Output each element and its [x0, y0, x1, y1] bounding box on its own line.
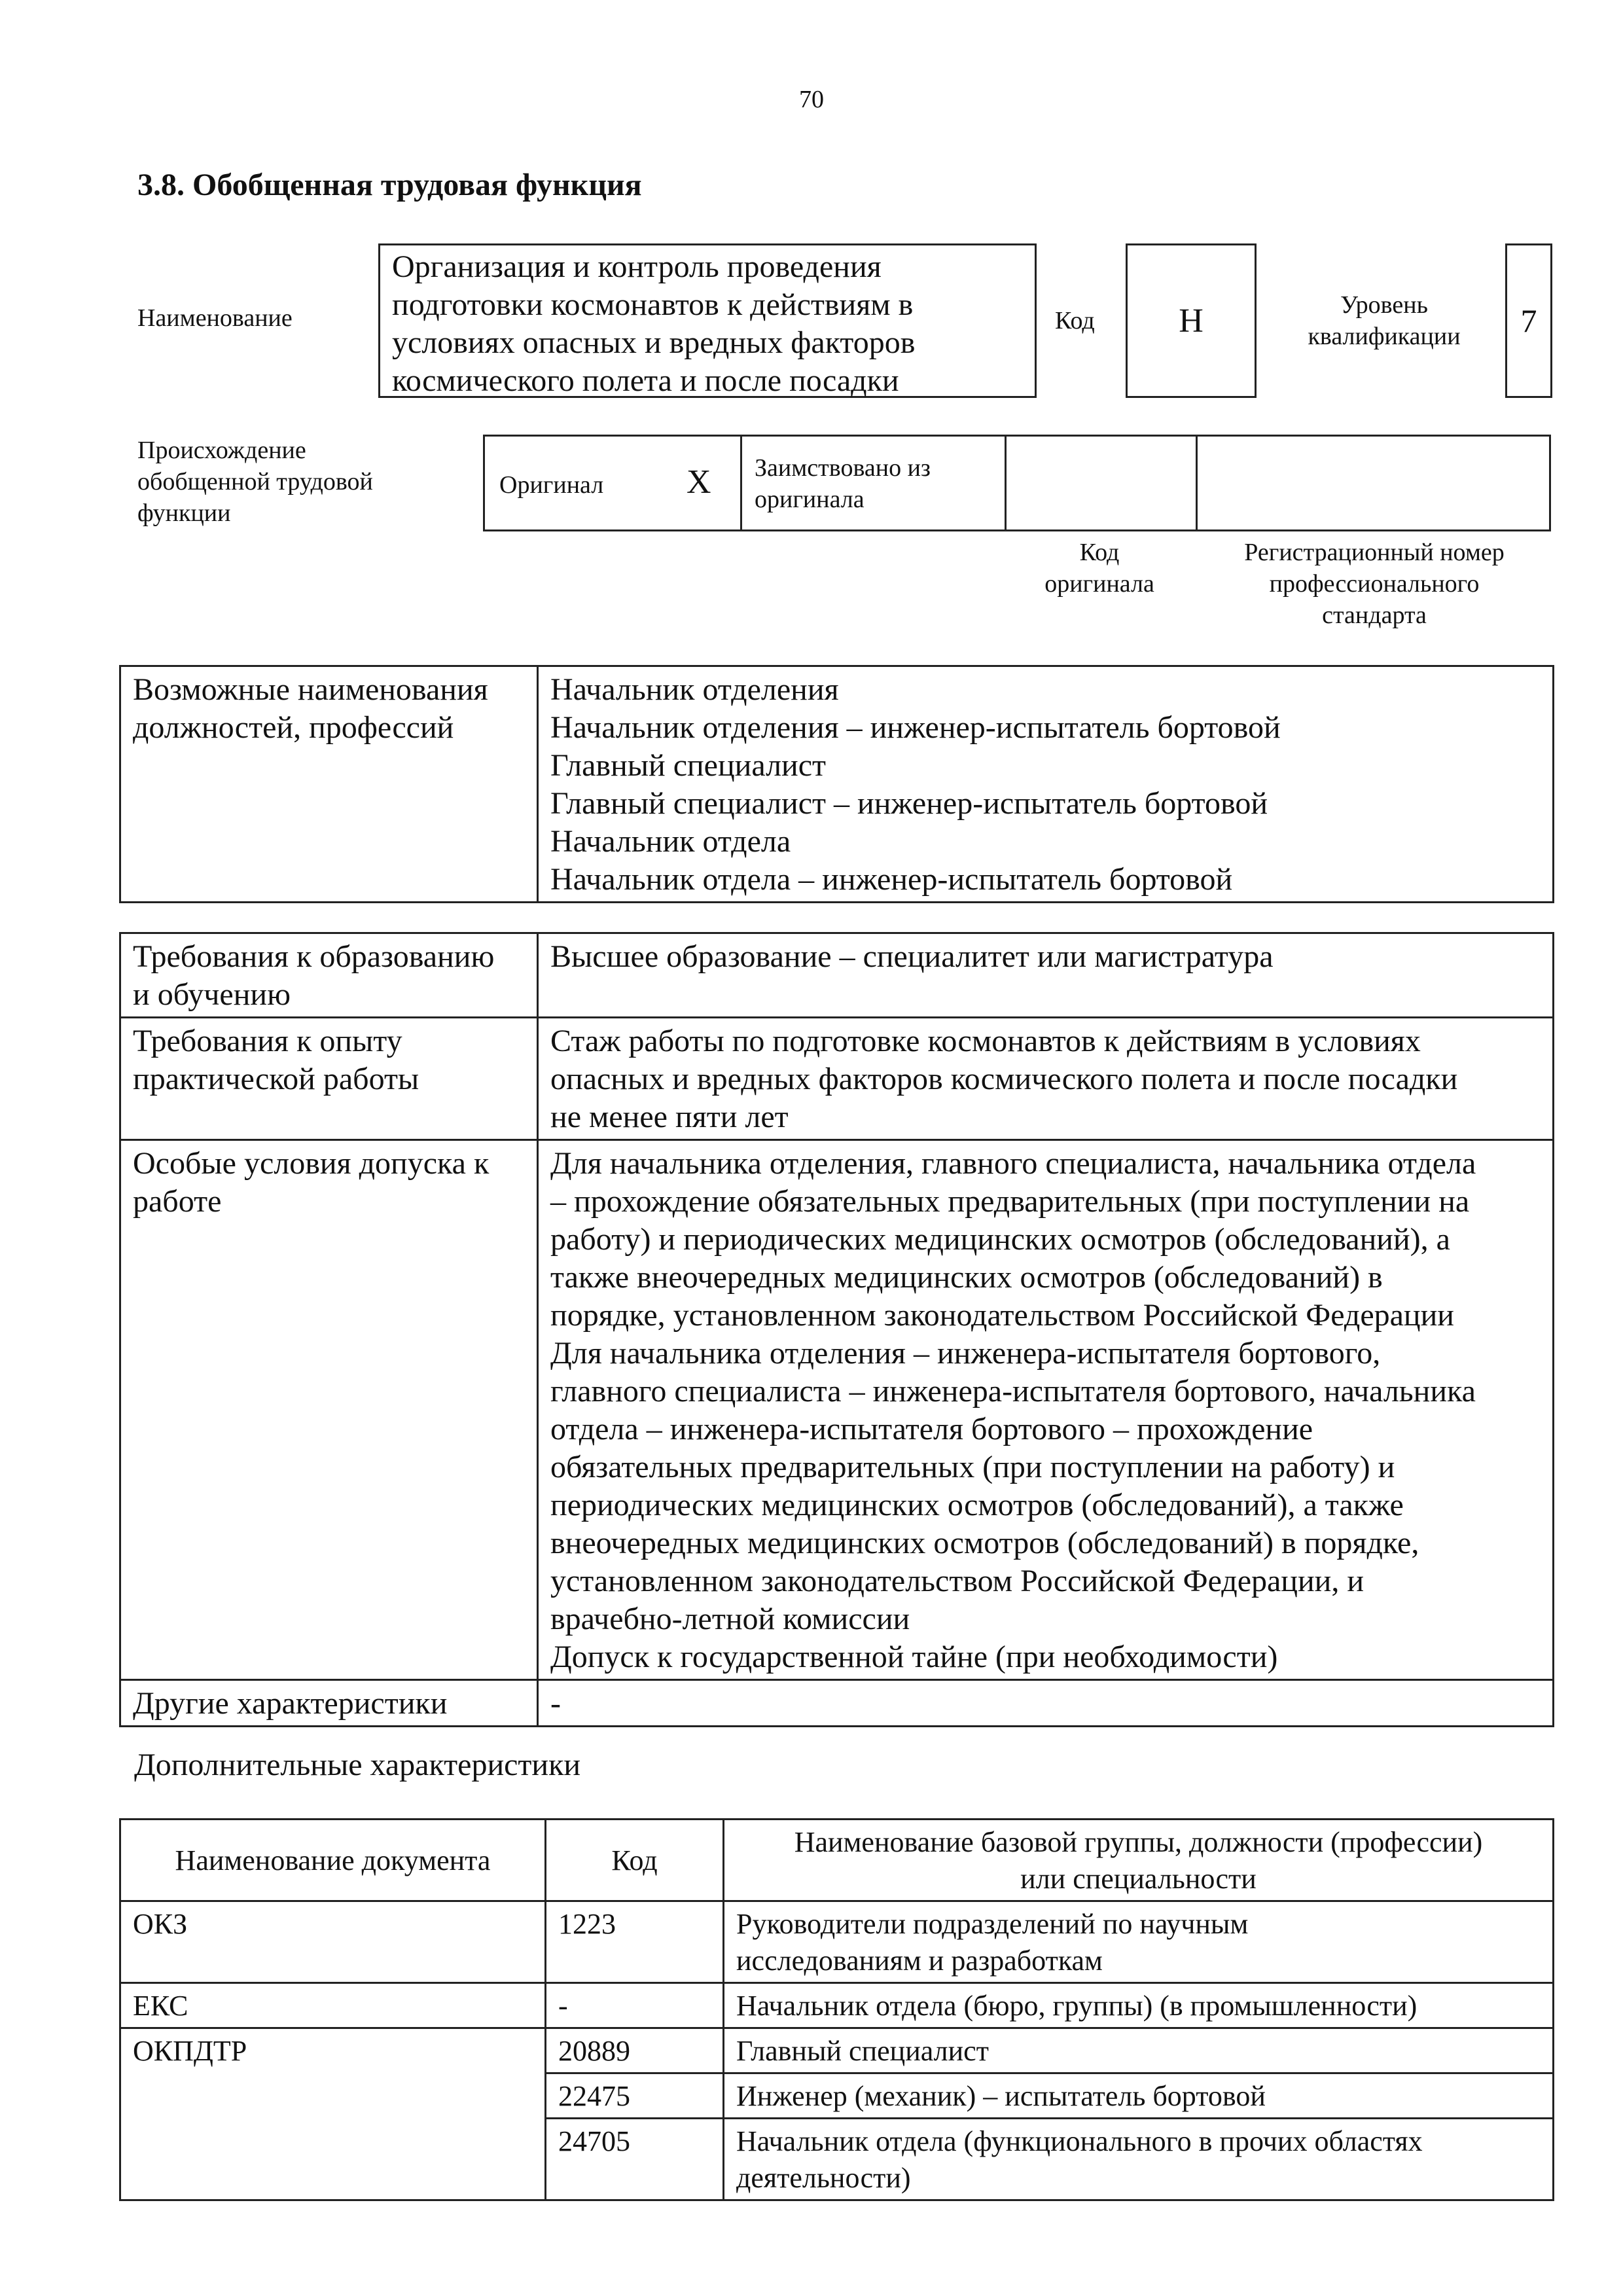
requirement-value-line: – прохождение обязательных предварительных (при поступлении на — [550, 1184, 1470, 1219]
requirement-value-line: установленном законодательством Российской Федерации, и — [550, 1564, 1364, 1598]
original-label: Оригинал — [499, 471, 604, 499]
position-item: Начальник отделения – инженер-испытатель бортовой — [550, 710, 1281, 745]
requirement-value-line: не менее пяти лет — [550, 1100, 789, 1134]
row-code: 24705 — [546, 2119, 724, 2200]
level-label-line: Уровень — [1340, 291, 1428, 319]
origin-label-line: обобщенной трудовой — [137, 468, 373, 495]
requirement-value-line: порядке, установленном законодательством Российской Федерации — [550, 1298, 1454, 1333]
row-name — [724, 2119, 1554, 2200]
row-code: 20889 — [546, 2028, 724, 2073]
requirement-value-line: отдела – инженера-испытателя бортового – прохождение — [550, 1412, 1313, 1446]
requirement-label-line: Другие характеристики — [133, 1686, 448, 1721]
registration-number-caption — [1198, 537, 1551, 631]
requirement-label-line: практической работы — [133, 1062, 419, 1096]
code-value: H — [1179, 302, 1204, 340]
requirement-value-line: Для начальника отделения – инженера-испытателя бортового, — [550, 1336, 1381, 1371]
row-name-line: Руководители подразделений по научным — [736, 1908, 1249, 1940]
position-item: Главный специалист — [550, 748, 827, 783]
education-value — [538, 933, 1554, 1018]
code-value-box — [1126, 243, 1257, 398]
special-conditions-label — [120, 1140, 538, 1680]
requirement-value-line: внеочередных медицинских осмотров (обследований) в порядке, — [550, 1526, 1419, 1560]
caption-line: Код — [1079, 539, 1120, 566]
header-doc: Наименование документа — [120, 1820, 546, 1901]
row-code: 22475 — [546, 2073, 724, 2119]
origin-box — [483, 435, 1551, 531]
requirement-value-line: Для начальника отделения, главного специалиста, начальника отдела — [550, 1146, 1476, 1181]
origin-label-line: Происхождение — [137, 437, 306, 464]
row-code: 1223 — [546, 1901, 724, 1983]
other-characteristics-value — [538, 1680, 1554, 1727]
name-label: Наименование — [137, 304, 293, 332]
positions-label-line: Возможные наименования — [133, 672, 488, 707]
experience-label — [120, 1018, 538, 1140]
section-title: 3.8. Обобщенная трудовая функция — [137, 168, 642, 202]
positions-table — [119, 665, 1554, 903]
row-name-line: Начальник отдела (функционального в прочих областях — [736, 2125, 1423, 2157]
table-row — [120, 1901, 1554, 1983]
requirement-value-line: Стаж работы по подготовке космонавтов к действиям в условиях — [550, 1024, 1421, 1058]
name-value-line: Организация и контроль проведения — [392, 249, 882, 284]
positions-label — [120, 666, 538, 903]
position-item: Начальник отделения — [550, 672, 839, 707]
level-label — [1276, 289, 1492, 352]
requirement-value-line: Высшее образование – специалитет или магистратура — [550, 939, 1274, 974]
original-code-caption — [1001, 537, 1198, 600]
table-row — [120, 666, 1554, 903]
table-row — [120, 1140, 1554, 1680]
origin-label — [137, 435, 373, 529]
requirement-label-line: Требования к образованию — [133, 939, 495, 974]
row-name — [724, 1901, 1554, 1983]
requirement-value-line: Допуск к государственной тайне (при необходимости) — [550, 1640, 1278, 1674]
level-value: 7 — [1520, 302, 1537, 339]
special-conditions-value — [538, 1140, 1554, 1680]
positions-list — [538, 666, 1554, 903]
name-value-line: подготовки космонавтов к действиям в — [392, 287, 914, 322]
header-name-line: или специальности — [1020, 1863, 1257, 1895]
education-label — [120, 933, 538, 1018]
requirement-value-line: главного специалиста – инженера-испытателя бортового, начальника — [550, 1374, 1476, 1408]
header-name — [724, 1820, 1554, 1901]
page-number: 70 — [799, 86, 824, 113]
requirement-label-line: Требования к опыту — [133, 1024, 402, 1058]
requirement-value-line: также внеочередных медицинских осмотров (обследований) в — [550, 1260, 1383, 1295]
level-label-line: квалификации — [1308, 323, 1461, 350]
row-doc: ОКЗ — [120, 1901, 546, 1983]
positions-label-line: должностей, профессий — [133, 710, 454, 745]
borrowed-label — [755, 452, 931, 515]
requirements-table — [119, 932, 1554, 1727]
row-name — [724, 2073, 1554, 2119]
requirement-value-line: обязательных предварительных (при поступлении на работу) и — [550, 1450, 1395, 1484]
additional-table — [119, 1818, 1554, 2201]
borrowed-label-line: Заимствовано из — [755, 454, 931, 482]
additional-title: Дополнительные характеристики — [134, 1748, 581, 1782]
level-value-box — [1505, 243, 1552, 398]
table-row — [120, 1018, 1554, 1140]
row-name — [724, 1983, 1554, 2028]
code-label: Код — [1055, 307, 1095, 334]
row-name-line: Начальник отдела (бюро, группы) (в промышленности) — [736, 1990, 1418, 2022]
header-code: Код — [546, 1820, 724, 1901]
caption-line: стандарта — [1322, 601, 1427, 629]
table-row — [120, 1983, 1554, 2028]
requirement-label-line: Особые условия допуска к — [133, 1146, 490, 1181]
requirement-value-line: периодических медицинских осмотров (обследований), а также — [550, 1488, 1404, 1522]
other-characteristics-label — [120, 1680, 538, 1727]
row-name-line: Инженер (механик) – испытатель бортовой — [736, 2080, 1266, 2112]
row-doc: ОКПДТР — [120, 2028, 546, 2200]
caption-line: Регистрационный номер — [1244, 539, 1505, 566]
requirement-value-line: - — [550, 1686, 561, 1721]
row-name-line: исследованиям и разработкам — [736, 1945, 1103, 1977]
caption-line: оригинала — [1044, 570, 1154, 598]
name-value-box — [378, 243, 1037, 398]
origin-label-line: функции — [137, 499, 231, 527]
position-item: Начальник отдела — [550, 824, 791, 859]
requirement-value-line: опасных и вредных факторов космического полета и после посадки — [550, 1062, 1458, 1096]
row-name-line: Главный специалист — [736, 2035, 989, 2067]
row-name — [724, 2028, 1554, 2073]
requirement-label-line: работе — [133, 1184, 222, 1219]
table-row — [120, 1680, 1554, 1727]
requirement-value-line: работу) и периодических медицинских осмотров (обследований), а — [550, 1222, 1450, 1257]
row-name-line: деятельности) — [736, 2162, 911, 2194]
name-value-line: космического полета и после посадки — [392, 363, 899, 398]
requirement-label-line: и обучению — [133, 977, 291, 1012]
name-value-line: условиях опасных и вредных факторов — [392, 325, 916, 360]
table-row — [120, 933, 1554, 1018]
position-item: Главный специалист – инженер-испытатель бортовой — [550, 786, 1268, 821]
caption-line: профессионального — [1269, 570, 1480, 598]
table-row — [120, 2028, 1554, 2073]
original-mark: X — [687, 463, 711, 501]
row-doc: ЕКС — [120, 1983, 546, 2028]
row-code: - — [546, 1983, 724, 2028]
header-name-line: Наименование базовой группы, должности (профессии) — [794, 1826, 1483, 1858]
experience-value — [538, 1018, 1554, 1140]
borrowed-label-line: оригинала — [755, 486, 865, 513]
table-header-row — [120, 1820, 1554, 1901]
position-item: Начальник отдела – инженер-испытатель бортовой — [550, 862, 1233, 897]
requirement-value-line: врачебно-летной комиссии — [550, 1602, 910, 1636]
